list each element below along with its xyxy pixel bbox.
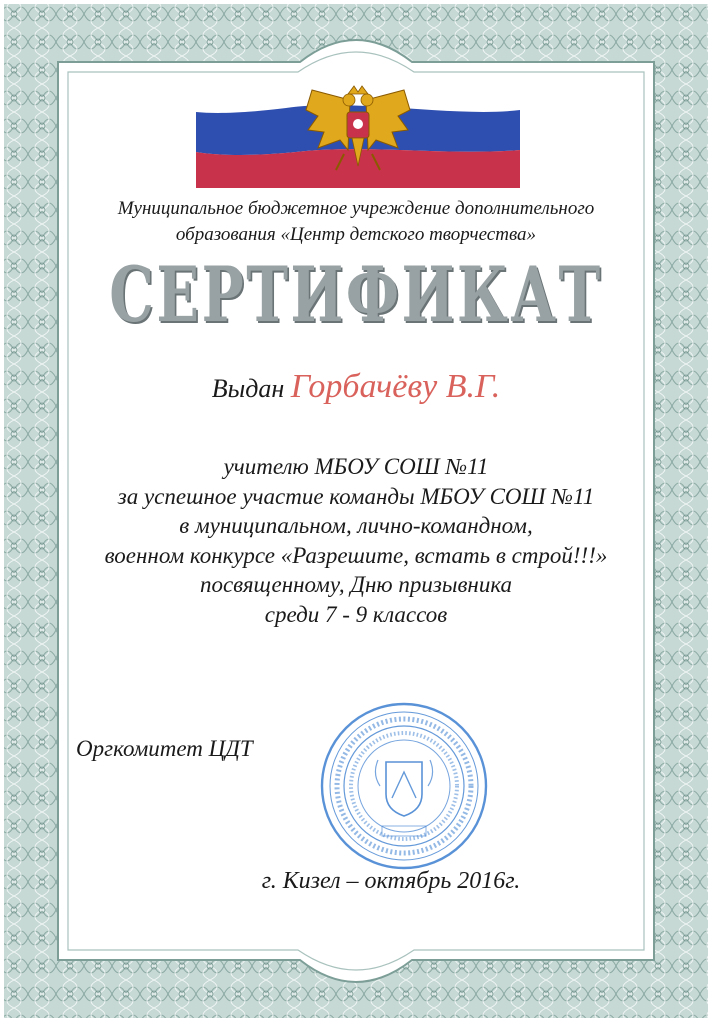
certificate-body: [0, 452, 712, 630]
certificate-title: СЕРТИФИКАТ: [109, 250, 603, 339]
body-line: учителю МБОУ СОШ №11: [223, 454, 489, 479]
official-seal-icon: [318, 700, 490, 872]
issuer-name: [0, 196, 712, 248]
body-line: в муниципальном, лично-командном,: [179, 513, 533, 539]
organizer-signature: Оргкомитет ЦДТ: [76, 736, 253, 761]
issued-prefix: Выдан: [211, 374, 285, 403]
body-line: среди 7 - 9 классов: [264, 601, 448, 627]
issuer-line-2: образования «Центр детского творчества»: [175, 224, 537, 245]
body-line: за успешное участие команды МБОУ СОШ №11: [117, 483, 595, 509]
russian-flag-icon: [196, 78, 520, 188]
body-line: посвященному, Дню призывника: [199, 572, 513, 598]
issued-to: [0, 367, 712, 409]
issuer-line-1: Муниципальное бюджетное учреждение дополнительного: [117, 198, 595, 219]
body-line: военном конкурсе «Разрешите, встать в строй!!!»: [104, 542, 608, 568]
place-and-date: г. Кизел – октябрь 2016г.: [261, 868, 521, 894]
recipient-name: Горбачёву В.Г.: [290, 368, 501, 405]
